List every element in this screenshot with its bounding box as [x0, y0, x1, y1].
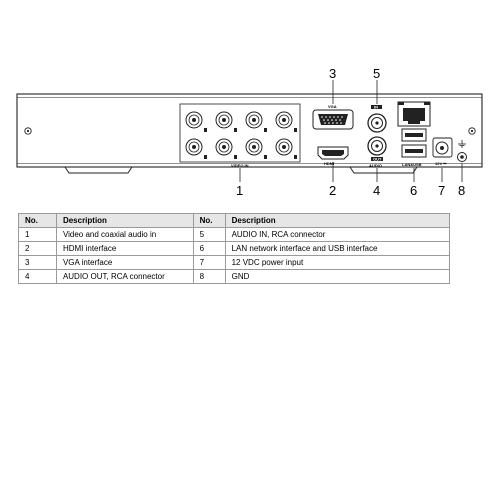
callout-4: 4	[373, 183, 381, 198]
header-description: Description	[225, 214, 449, 228]
chassis-body	[17, 94, 482, 167]
power-label: 12V ⎓	[435, 161, 447, 166]
header-no: No.	[19, 214, 57, 228]
hdmi-label: HDMI	[324, 161, 335, 166]
right-foot	[350, 167, 417, 173]
table-row	[19, 242, 450, 256]
lan-usb-label: LAN&USB	[402, 162, 422, 167]
callout-6: 6	[410, 183, 418, 198]
video-in-label: VIDEO IN	[231, 163, 249, 168]
callout-5: 5	[373, 66, 381, 81]
table-row	[19, 256, 450, 270]
vga-label: VGA	[328, 104, 337, 109]
cell-description: Video and coaxial audio in	[56, 228, 193, 242]
cell-description: VGA interface	[56, 256, 193, 270]
audio-label: AUDIO	[369, 163, 382, 168]
audio-in-label: IN	[374, 104, 378, 110]
cell-description: LAN network interface and USB interface	[225, 242, 449, 256]
table-row	[19, 270, 450, 284]
table-row	[19, 228, 450, 242]
cell-no: 7	[193, 256, 225, 270]
cell-description: GND	[225, 270, 449, 284]
dvr-rear-panel-diagram	[0, 0, 500, 205]
callout-1: 1	[236, 183, 244, 198]
table-header-row	[19, 214, 450, 228]
callout-3: 3	[329, 66, 337, 81]
header-no: No.	[193, 214, 225, 228]
audio-out-label: OUT	[373, 156, 382, 162]
cell-no: 5	[193, 228, 225, 242]
cell-description: 12 VDC power input	[225, 256, 449, 270]
callout-8: 8	[458, 183, 466, 198]
cell-no: 3	[19, 256, 57, 270]
cell-description: AUDIO OUT, RCA connector	[56, 270, 193, 284]
cell-description: AUDIO IN, RCA connector	[225, 228, 449, 242]
callout-7: 7	[438, 183, 446, 198]
left-foot	[65, 167, 132, 173]
cell-no: 4	[19, 270, 57, 284]
cell-no: 2	[19, 242, 57, 256]
callout-2: 2	[329, 183, 337, 198]
cell-no: 8	[193, 270, 225, 284]
cell-no: 6	[193, 242, 225, 256]
cell-no: 1	[19, 228, 57, 242]
header-description: Description	[56, 214, 193, 228]
cell-description: HDMI interface	[56, 242, 193, 256]
interface-description-table	[18, 213, 450, 284]
